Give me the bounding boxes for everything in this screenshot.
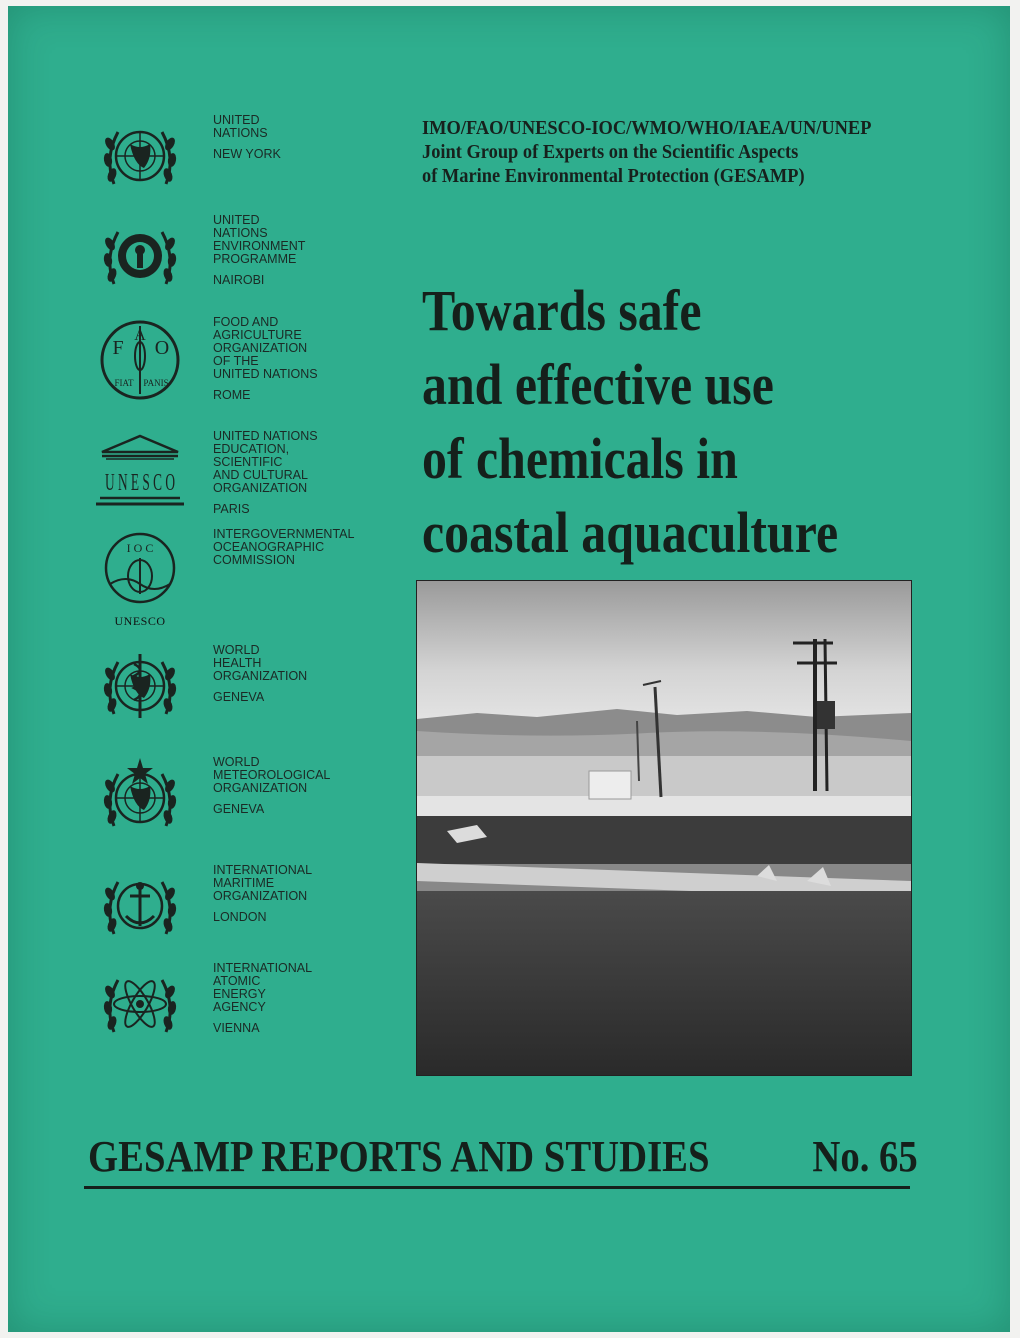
organization-name-line: UNITED NATIONS <box>213 429 318 443</box>
organization-name-line: ENERGY <box>213 987 266 1001</box>
who-emblem-icon <box>96 644 184 732</box>
organization-name-line: INTERNATIONAL <box>213 863 313 877</box>
organization-name <box>213 214 305 287</box>
header-block <box>422 116 937 188</box>
ioc-emblem-icon <box>96 528 184 616</box>
organization-city: GENEVA <box>213 690 265 704</box>
organization-name <box>213 430 318 516</box>
organization-name-line: ORGANIZATION <box>213 481 308 495</box>
organization-name-line: UNITED <box>213 113 260 127</box>
organization-name-line: AGRICULTURE <box>213 328 302 342</box>
organization-name-line: EDUCATION, <box>213 442 290 456</box>
series-name: GESAMP REPORTS AND STUDIES <box>88 1132 710 1181</box>
organization-name <box>213 864 312 924</box>
group-line-2: of Marine Environmental Protection (GESAMP) <box>422 165 805 187</box>
organization-name-line: ORGANIZATION <box>213 341 308 355</box>
fao-emblem-icon <box>96 316 184 404</box>
organization-name-line: WORLD <box>213 755 260 769</box>
organization-name-line: OF THE <box>213 354 259 368</box>
unep-emblem-icon <box>96 214 184 302</box>
organization-name-line: NATIONS <box>213 226 268 240</box>
svg-text:F: F <box>112 337 124 359</box>
imo-emblem-icon <box>96 864 184 952</box>
organization-city: NAIROBI <box>213 273 265 287</box>
svg-text:O: O <box>154 337 170 359</box>
svg-text:U N E S C O: U N E S C O <box>105 470 175 496</box>
title-line-2: and effective use <box>422 352 774 417</box>
iaea-emblem-icon <box>96 962 184 1050</box>
organization-name-line: INTERNATIONAL <box>213 961 313 975</box>
organization-name <box>213 316 318 402</box>
svg-text:FIAT: FIAT <box>114 378 134 388</box>
series-bar <box>88 1132 918 1186</box>
organization-name <box>213 644 307 704</box>
organization-name <box>213 962 312 1035</box>
unesco-temple-icon <box>96 430 184 518</box>
organization-city: NEW YORK <box>213 147 281 161</box>
organization-name-line: NATIONS <box>213 126 268 140</box>
organization-list <box>8 6 408 1106</box>
organization-name <box>213 528 354 567</box>
svg-text:A: A <box>134 327 146 344</box>
wmo-emblem-icon <box>96 756 184 844</box>
organization-name-line: ENVIRONMENT <box>213 239 306 253</box>
series-number: No. 65 <box>812 1132 918 1181</box>
organization-name-line: FOOD AND <box>213 315 279 329</box>
organization-name-line: AND CULTURAL <box>213 468 308 482</box>
organization-name-line: SCIENTIFIC <box>213 455 283 469</box>
svg-text:PANIS: PANIS <box>143 378 169 388</box>
organization-name-line: COMMISSION <box>213 553 295 567</box>
organization-name-line: ATOMIC <box>213 974 261 988</box>
organization-name <box>213 114 281 161</box>
organization-city: GENEVA <box>213 802 265 816</box>
organization-city: ROME <box>213 388 251 402</box>
agencies-line: IMO/FAO/UNESCO-IOC/WMO/WHO/IAEA/UN/UNEP <box>422 117 872 139</box>
group-line-1: Joint Group of Experts on the Scientific Aspects <box>422 141 799 163</box>
organization-name-line: ORGANIZATION <box>213 669 308 683</box>
title-line-3: of chemicals in <box>422 426 738 491</box>
organization-city: VIENNA <box>213 1021 260 1035</box>
book-cover <box>8 6 1010 1332</box>
aquaculture-photo <box>416 580 912 1076</box>
organization-name-line: OCEANOGRAPHIC <box>213 540 325 554</box>
organization-name-line: MARITIME <box>213 876 275 890</box>
organization-name-line: HEALTH <box>213 656 262 670</box>
organization-city: PARIS <box>213 502 250 516</box>
organization-name-line: WORLD <box>213 643 260 657</box>
organization-name-line: PROGRAMME <box>213 252 297 266</box>
organization-name-line: ORGANIZATION <box>213 889 308 903</box>
title-line-1: Towards safe <box>422 278 702 343</box>
organization-name-line: ORGANIZATION <box>213 781 308 795</box>
organization-name-line: AGENCY <box>213 1000 266 1014</box>
svg-text:I O C: I O C <box>126 541 154 555</box>
un-emblem-icon <box>96 114 184 202</box>
organization-name-line: METEOROLOGICAL <box>213 768 331 782</box>
emblem-caption: UNESCO <box>114 614 166 628</box>
series-underline <box>84 1186 910 1189</box>
title-line-4: coastal aquaculture <box>422 500 839 565</box>
aquaculture-pond-image <box>417 581 911 1075</box>
cover-title <box>422 274 904 570</box>
organization-name-line: UNITED <box>213 213 260 227</box>
organization-name-line: UNITED NATIONS <box>213 367 318 381</box>
organization-city: LONDON <box>213 910 267 924</box>
organization-name <box>213 756 330 816</box>
organization-name-line: INTERGOVERNMENTAL <box>213 527 355 541</box>
